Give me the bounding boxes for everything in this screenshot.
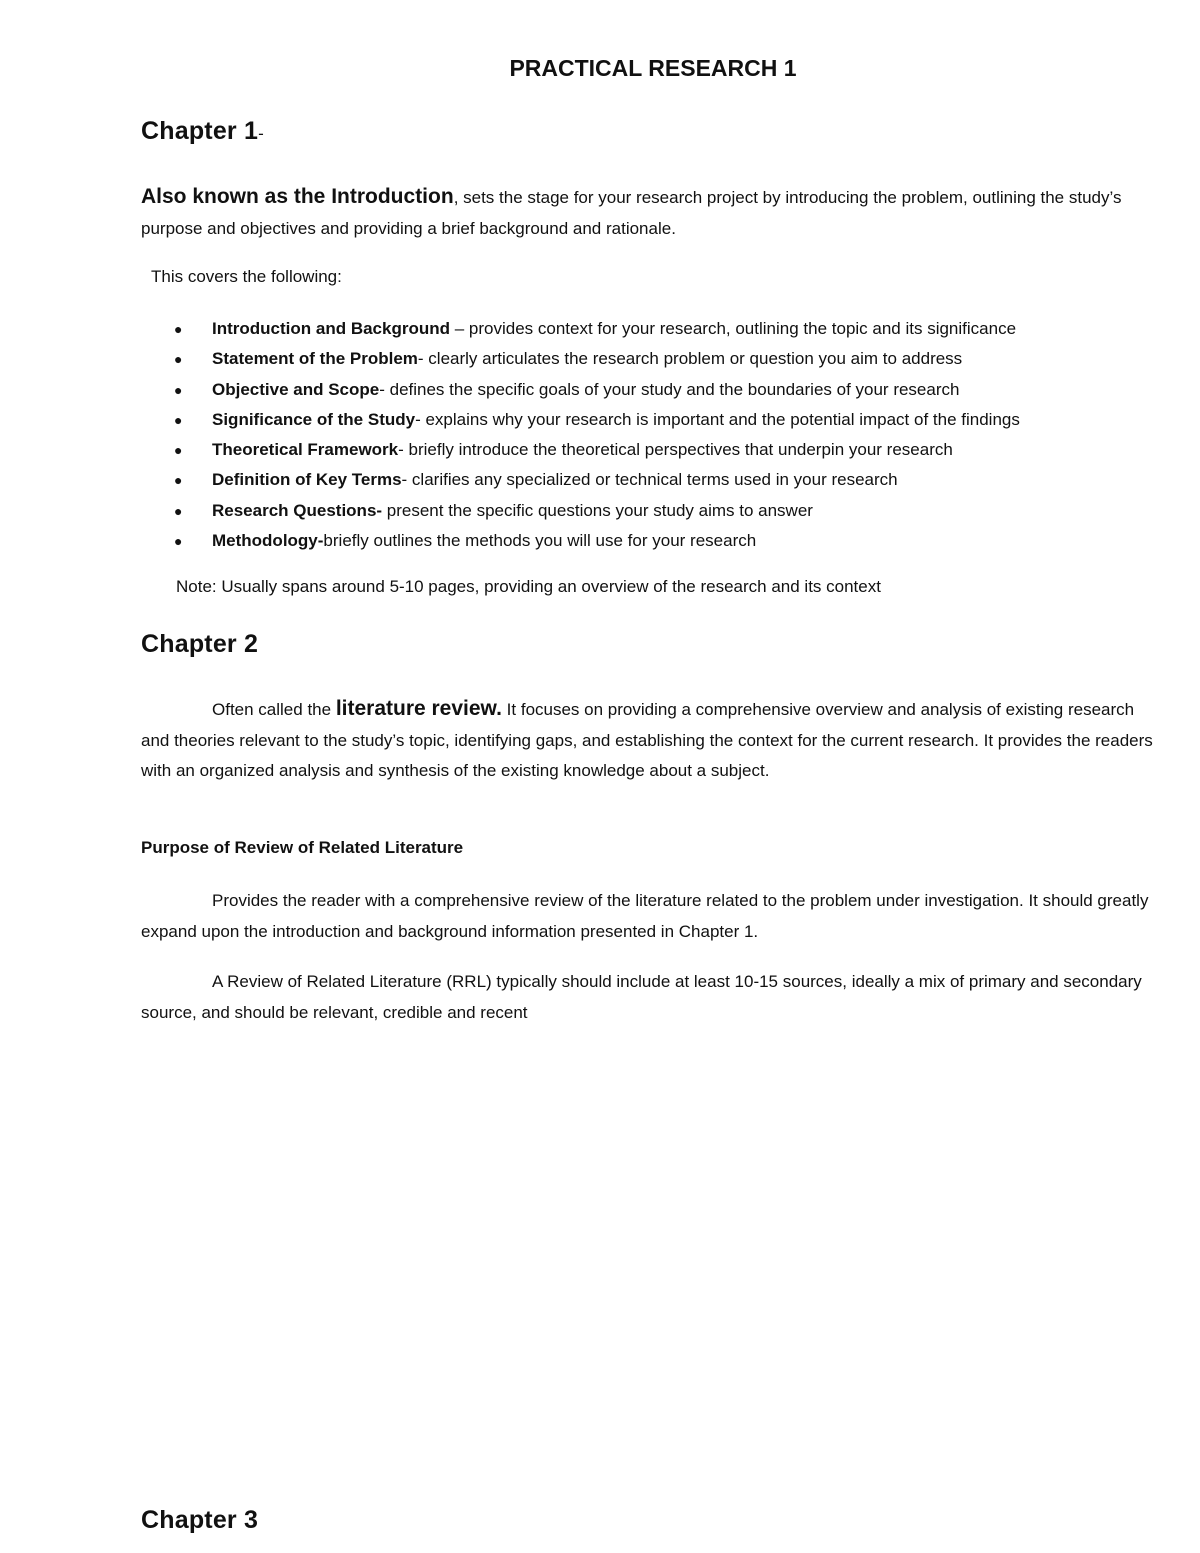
topic-description: - defines the specific goals of your study and the boundaries of your research <box>379 379 960 399</box>
bullet-icon: ● <box>174 472 183 489</box>
list-item <box>172 344 1172 374</box>
chapter-1-heading-text: Chapter 1 <box>141 117 259 145</box>
topic-term: Statement of the Problem <box>212 349 418 369</box>
list-item <box>172 465 1172 495</box>
chapter-2-paragraph-2: Provides the reader with a comprehensive review of the literature related to the problem under investigation. It should greatly expand upon the introduction and background information presented in Chapter 1. <box>141 891 1149 941</box>
list-item <box>172 314 1172 344</box>
chapter-1-heading-suffix: - <box>258 124 264 143</box>
list-item <box>172 435 1172 465</box>
list-item <box>172 405 1172 435</box>
topic-term: Significance of the Study <box>212 409 416 429</box>
list-item <box>172 526 1172 556</box>
topic-description: - explains why your research is important and the potential impact of the findings <box>415 409 1020 429</box>
chapter-1-intro-text: , sets the stage for your research project by introducing the problem, outlining the study’s purpose and objectives and providing a brief background and rationale. <box>141 188 1122 238</box>
topic-description: present the specific questions your study aims to answer <box>382 500 813 520</box>
covers-label: This covers the following: <box>151 267 342 286</box>
chapter-1-heading <box>141 117 264 146</box>
topic-term: Introduction and Background <box>212 319 450 338</box>
topic-term: Research Questions- <box>212 500 383 520</box>
list-item <box>172 496 1172 526</box>
bullet-icon: ● <box>174 502 183 519</box>
document-title: PRACTICAL RESEARCH 1 <box>509 55 797 81</box>
bullet-icon: ● <box>174 533 183 550</box>
chapter-2-p1-start: Often called the <box>212 700 336 719</box>
chapter-2-paragraph-1 <box>141 694 1161 787</box>
chapter-1-note: Note: Usually spans around 5-10 pages, providing an overview of the research and its context <box>176 577 881 596</box>
bullet-icon: ● <box>174 381 183 398</box>
chapter-3-heading: Chapter 3 <box>141 1506 259 1534</box>
topic-term: Objective and Scope <box>212 379 380 399</box>
chapter-2-p1-emphasis: literature review. <box>335 697 502 720</box>
topic-term: Definition of Key Terms <box>212 470 402 490</box>
chapter-2-p1-rest: It focuses on providing a comprehensive overview and analysis of existing research and theories relevant to the study’s topic, identifying gaps, and establishing the context for the current research. It provides the readers with an organized analysis and synthesis of the existing knowledge about a subject. <box>141 700 1153 780</box>
topic-term: Methodology- <box>212 531 324 551</box>
topic-description: - clearly articulates the research problem or question you aim to address <box>417 349 963 369</box>
chapter-2-heading: Chapter 2 <box>141 630 259 658</box>
topic-description: briefly outlines the methods you will use for your research <box>323 531 757 551</box>
topic-description: - clarifies any specialized or technical terms used in your research <box>401 470 898 490</box>
chapter-2-paragraph-3: A Review of Related Literature (RRL) typically should include at least 10-15 sources, ideally a mix of primary and secondary source, and should be relevant, credible and recent <box>141 972 1142 1022</box>
bullet-icon: ● <box>174 411 183 428</box>
topic-description: – provides context for your research, outlining the topic and its significance <box>450 319 1017 338</box>
topic-term: Theoretical Framework <box>212 440 399 460</box>
list-item <box>172 375 1172 405</box>
bullet-icon: ● <box>174 442 183 459</box>
bullet-icon: ● <box>174 351 183 368</box>
rrl-purpose-subheading: Purpose of Review of Related Literature <box>141 838 464 857</box>
chapter-1-intro-lead: Also known as the Introduction <box>141 185 454 208</box>
bullet-icon: ● <box>174 321 183 337</box>
topic-description: - briefly introduce the theoretical perspectives that underpin your research <box>398 440 953 460</box>
chapter-1-intro-paragraph <box>141 182 1161 244</box>
chapter-1-topic-list <box>172 314 1172 556</box>
